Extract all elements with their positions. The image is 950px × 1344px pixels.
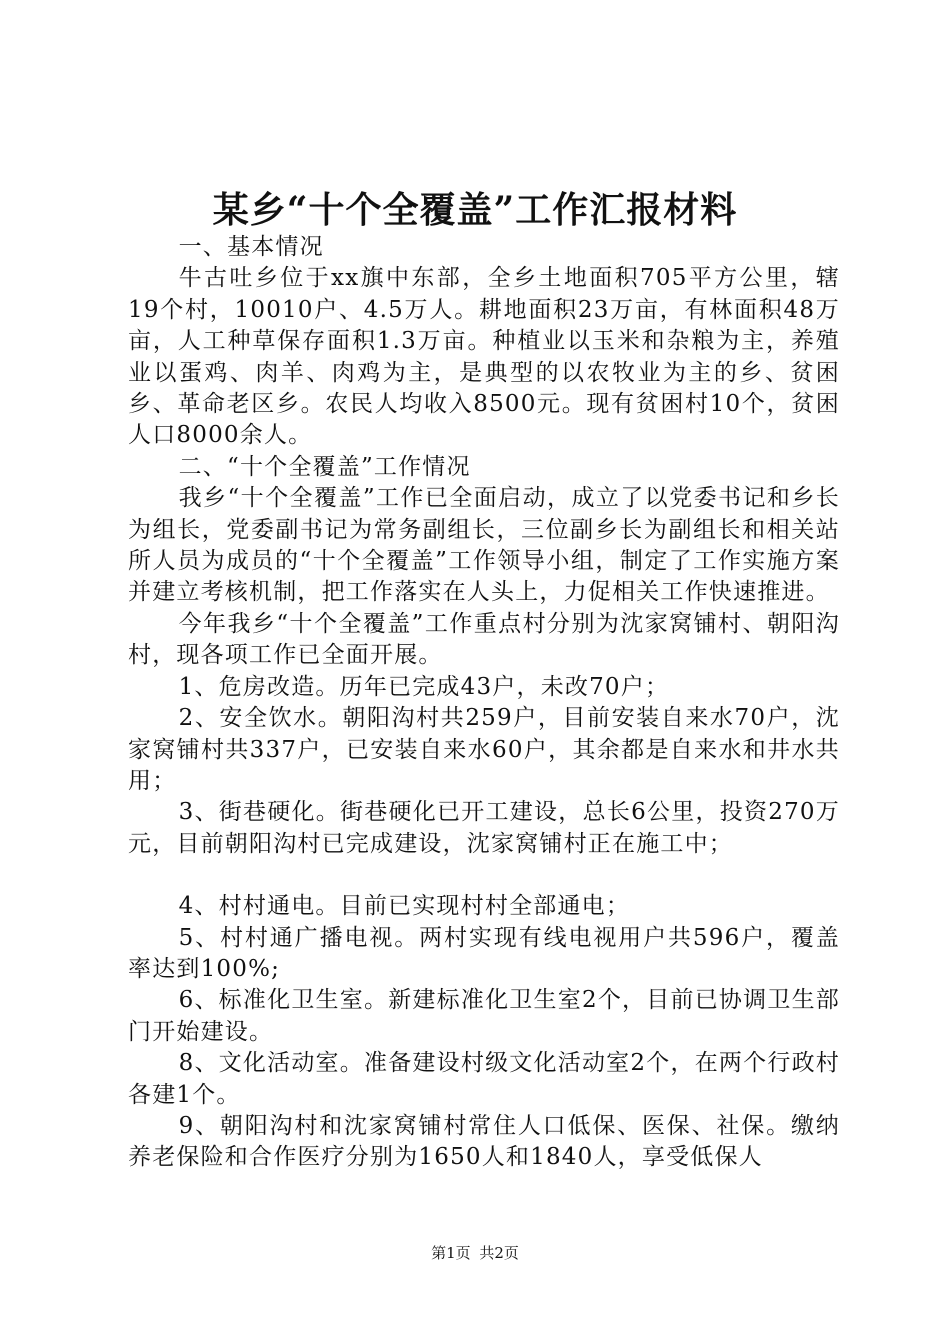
list-item-housing: 1、危房改造。历年已完成43户，未改70户； [178, 673, 670, 700]
paragraph-leadership: 我乡“十个全覆盖”工作已全面启动，成立了以党委书记和乡长为组长，党委副书记为常务副组长，三位副乡长为副组长和相关站所人员为成员的“十个全覆盖”工作领导小组，制定了工作实施方案并建立考核机制，把工作落实在人头上，力促相关工作快速推进。 [128, 485, 840, 606]
section-heading-work: 二、“十个全覆盖”工作情况 [178, 453, 471, 480]
page-footer [0, 1243, 950, 1263]
page-title: 某乡“十个全覆盖”工作汇报材料 [212, 189, 738, 231]
list-item-electricity: 4、村村通电。目前已实现村村全部通电； [178, 893, 631, 920]
list-item-insurance: 9、朝阳沟村和沈家窝铺村常住人口低保、医保、社保。缴纳养老保险和合作医疗分别为1650人和1840人，享受低保人 [128, 1112, 840, 1171]
list-item-clinic: 6、标准化卫生室。新建标准化卫生室2个，目前已协调卫生部门开始建设。 [128, 987, 840, 1045]
list-item-streets: 3、街巷硬化。街巷硬化已开工建设，总长6公里，投资270万元，目前朝阳沟村已完成建设，沈家窝铺村正在施工中； [128, 799, 840, 857]
list-item-culture: 8、文化活动室。准备建设村级文化活动室2个，在两个行政村各建1个。 [128, 1050, 840, 1108]
paragraph-key-villages: 今年我乡“十个全覆盖”工作重点村分别为沈家窝铺村、朝阳沟村，现各项工作已全面开展。 [128, 610, 840, 669]
page-total: 共2页 [479, 1244, 519, 1262]
document-body [128, 232, 840, 1174]
paragraph-basic-info: 牛古吐乡位于xx旗中东部，全乡土地面积705平方公里，辖19个村，10010户、4.5万人。耕地面积23万亩，有林面积48万亩，人工种草保存面积1.3万亩。种植业以玉米和杂粮为主，养殖业以蛋鸡、肉羊、肉鸡为主，是典型的以农牧业为主的乡、贫困乡、革命老区乡。农民人均收入8500元。现有贫困村10个，贫困人口8000余人。 [128, 265, 840, 449]
page-number: 第1页 [431, 1244, 471, 1262]
section-heading-basic: 一、基本情况 [178, 234, 324, 260]
list-item-water: 2、安全饮水。朝阳沟村共259户，目前安装自来水70户，沈家窝铺村共337户，已安装自来水60户，其余都是自来水和井水共用； [128, 705, 840, 794]
list-item-broadcast: 5、村村通广播电视。两村实现有线电视用户共596户，覆盖率达到100%; [128, 924, 840, 982]
